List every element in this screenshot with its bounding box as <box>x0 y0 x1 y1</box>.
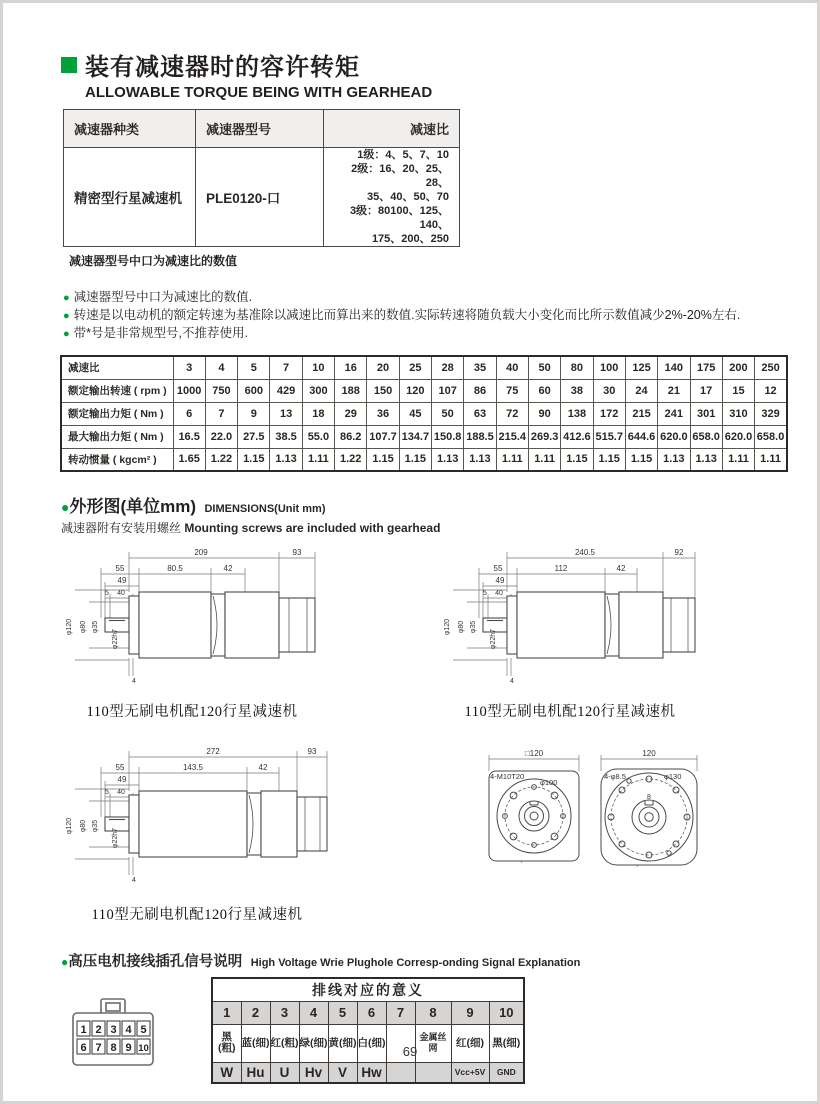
dim-4: 4 <box>132 678 136 685</box>
dimensions-heading-zh: 外形图(单位mm) <box>69 497 197 516</box>
spec-cell: 310 <box>722 402 754 425</box>
spec-cell: 1.15 <box>399 448 431 471</box>
spec-cell: 1.11 <box>755 448 787 471</box>
note-item <box>63 307 783 325</box>
col-header-gearhead-type: 减速器种类 <box>64 110 196 148</box>
spec-cell: 1000 <box>173 379 205 402</box>
spec-cell: 120 <box>399 379 431 402</box>
dimensions-heading-en: DIMENSIONS(Unit mm) <box>204 503 326 515</box>
page-number: 69 <box>402 1044 418 1059</box>
spec-cell: 1.13 <box>464 448 496 471</box>
spec-cell: 515.7 <box>593 425 625 448</box>
spec-cell: 13 <box>270 402 302 425</box>
signal-name: W <box>212 1062 241 1083</box>
spec-cell: 1.11 <box>528 448 560 471</box>
spec-cell: 20 <box>367 356 399 379</box>
pin-number: 4 <box>125 1024 132 1036</box>
spec-cell: 86 <box>464 379 496 402</box>
dim-dia120: φ120 <box>66 618 73 636</box>
green-dot-icon: ● <box>61 499 70 515</box>
dim-40: 40 <box>495 590 503 597</box>
spec-cell: 3 <box>173 356 205 379</box>
pin-number: 1 <box>80 1024 87 1036</box>
spec-cell: 86.2 <box>335 425 367 448</box>
page-title-zh: 装有减速器时的容许转矩 <box>85 54 360 81</box>
wire-color: 黑(细) <box>489 1024 524 1062</box>
flange-hole-label: 4-φ8.5 <box>604 772 626 781</box>
ratio-line: 175、200、250 <box>371 233 449 245</box>
dimensions-heading <box>61 492 783 517</box>
signal-name: Hv <box>299 1062 328 1083</box>
dim-dia120: φ120 <box>66 817 73 835</box>
flange-tap-label: 4-M10T20 <box>490 772 525 781</box>
spec-cell: 125 <box>625 356 657 379</box>
spec-cell: 107 <box>432 379 464 402</box>
side-view-drawing <box>439 544 701 696</box>
col-header-reduction-ratio: 减速比 <box>324 110 460 148</box>
spec-cell: 750 <box>205 379 237 402</box>
spec-cell: 300 <box>302 379 334 402</box>
pin-number: 3 <box>110 1024 117 1036</box>
wire-color: 黄(细) <box>328 1024 357 1062</box>
pin-col: 8 <box>415 1001 451 1024</box>
dim-adapter: 42 <box>223 564 233 573</box>
spec-cell: 329 <box>755 402 787 425</box>
table-footnote: 减速器型号中口为减速比的数值 <box>69 254 238 268</box>
ratio-line: 2级：16、20、25、28、 <box>351 163 449 189</box>
dimensions-subheading <box>61 519 783 536</box>
spec-cell: 72 <box>496 402 528 425</box>
spec-cell: 75 <box>496 379 528 402</box>
green-square-bullet-icon <box>61 57 77 73</box>
dim-rear: 92 <box>674 548 684 557</box>
dimension-drawing-2 <box>439 544 701 721</box>
table-row-ratio <box>61 356 787 379</box>
spec-cell: 7 <box>205 402 237 425</box>
dim-dia35: φ35 <box>92 819 99 833</box>
flange-width-dim: 120 <box>642 749 656 758</box>
spec-cell: 29 <box>335 402 367 425</box>
signal-name: U <box>270 1062 299 1083</box>
wire-color: 绿(细) <box>299 1024 328 1062</box>
signal-name: Hu <box>241 1062 270 1083</box>
spec-cell: 16 <box>335 356 367 379</box>
gearhead-model-value: PLE0120-口 <box>196 148 324 247</box>
dim-adapter: 42 <box>258 763 268 772</box>
wire-color: 红(细) <box>451 1024 489 1062</box>
spec-cell: 1.13 <box>690 448 722 471</box>
drawing-caption: 110型无刷电机配120行星减速机 <box>86 704 298 720</box>
spec-cell: 1.13 <box>270 448 302 471</box>
pin-number: 5 <box>140 1024 147 1036</box>
spec-cell: 12 <box>755 379 787 402</box>
col-header-gearhead-model: 减速器型号 <box>196 110 324 148</box>
signal-heading-zh: 高压电机接线插孔信号说明 <box>68 954 243 970</box>
note-text: 带*号是非常规型号,不推荐使用. <box>73 326 248 340</box>
signal-name: Vcc+5V <box>451 1062 489 1083</box>
page-title-en: ALLOWABLE TORQUE BEING WITH GEARHEAD <box>85 84 433 101</box>
spec-cell: 18 <box>302 402 334 425</box>
spec-cell: 1.11 <box>496 448 528 471</box>
signal-table <box>211 977 525 1084</box>
spec-cell: 412.6 <box>561 425 593 448</box>
ratio-line: 1级：4、5、7、10 <box>357 149 449 161</box>
spec-cell: 1.11 <box>302 448 334 471</box>
spec-cell: 150.8 <box>432 425 464 448</box>
green-dot-icon: ● <box>63 292 70 304</box>
spec-cell: 140 <box>658 356 690 379</box>
spec-cell: 1.22 <box>335 448 367 471</box>
spec-cell: 55.0 <box>302 425 334 448</box>
connector-drawing <box>67 993 159 1084</box>
spec-cell: 200 <box>722 356 754 379</box>
spec-cell: 188 <box>335 379 367 402</box>
pin-number: 7 <box>95 1042 102 1054</box>
flange-views <box>477 745 709 877</box>
spec-cell: 215.4 <box>496 425 528 448</box>
table-row-max-torque <box>61 425 787 448</box>
dimension-drawing-3 <box>61 743 333 924</box>
row-label: 额定输出力矩 ( Nm ) <box>61 402 173 425</box>
wire-color: 黑(粗) <box>212 1024 241 1062</box>
pin-number: 10 <box>138 1043 149 1054</box>
signal-name-row <box>212 1062 524 1083</box>
spec-cell: 100 <box>593 356 625 379</box>
spec-cell: 250 <box>755 356 787 379</box>
signal-heading <box>61 950 783 971</box>
spec-cell: 269.3 <box>528 425 560 448</box>
spec-cell: 188.5 <box>464 425 496 448</box>
pin-number: 9 <box>125 1042 132 1054</box>
dim-dia80: φ80 <box>458 620 465 634</box>
spec-cell: 5 <box>238 356 270 379</box>
flange-circle-label: φ130 <box>664 772 682 781</box>
signal-name: V <box>328 1062 357 1083</box>
spec-cell: 620.0 <box>722 425 754 448</box>
pin-col: 9 <box>451 1001 489 1024</box>
spec-cell: 50 <box>528 356 560 379</box>
dimensions-subheading-zh: 减速器附有安装用螺丝 <box>61 521 182 535</box>
spec-cell: 35 <box>464 356 496 379</box>
dimension-drawing-1 <box>61 544 323 721</box>
pin-col: 3 <box>270 1001 299 1024</box>
flange-pilot-label: φ100 <box>540 778 558 787</box>
pin-number: 2 <box>95 1024 102 1036</box>
table-header-row <box>64 110 460 148</box>
spec-cell: 600 <box>238 379 270 402</box>
row-label: 最大输出力矩 ( Nm ) <box>61 425 173 448</box>
dim-dia35: φ35 <box>470 620 477 634</box>
spec-cell: 50 <box>432 402 464 425</box>
spec-cell: 1.15 <box>561 448 593 471</box>
spec-cell: 1.15 <box>625 448 657 471</box>
dim-49: 49 <box>495 576 505 585</box>
spec-cell: 30 <box>593 379 625 402</box>
dim-rear: 93 <box>292 548 302 557</box>
spec-cell: 429 <box>270 379 302 402</box>
spec-cell: 134.7 <box>399 425 431 448</box>
dim-49: 49 <box>117 576 127 585</box>
spec-cell: 1.11 <box>722 448 754 471</box>
dim-mid: 80.5 <box>167 564 183 573</box>
signal-name <box>415 1062 451 1083</box>
spec-cell: 10 <box>302 356 334 379</box>
wire-color: 金属丝网 <box>415 1024 451 1062</box>
dim-front: 55 <box>115 763 125 772</box>
dim-total: 209 <box>194 548 208 557</box>
wire-color: 蓝(细) <box>241 1024 270 1062</box>
signal-heading-en: High Voltage Wrie Plughole Corresp-onding Signal Explanation <box>250 957 581 969</box>
dim-adapter: 42 <box>616 564 626 573</box>
pin-number: 6 <box>80 1042 87 1054</box>
row-label: 额定输出转速 ( rpm ) <box>61 379 173 402</box>
dim-shaft-dia: φ22h7 <box>112 628 119 650</box>
pin-number: 8 <box>110 1042 117 1054</box>
dim-mid: 143.5 <box>182 763 204 772</box>
spec-cell: 620.0 <box>658 425 690 448</box>
spec-cell: 22.0 <box>205 425 237 448</box>
signal-name: Hw <box>357 1062 386 1083</box>
dim-front: 55 <box>493 564 503 573</box>
note-item <box>63 325 783 343</box>
flange-square-dim: □120 <box>524 749 544 758</box>
dim-dia80: φ80 <box>80 620 87 634</box>
spec-cell: 16.5 <box>173 425 205 448</box>
spec-cell: 1.15 <box>367 448 399 471</box>
spec-cell: 658.0 <box>690 425 722 448</box>
dim-mid: 112 <box>554 564 568 573</box>
green-dot-icon: ● <box>61 955 69 969</box>
torque-spec-table <box>60 355 788 472</box>
signal-pin-number-row <box>212 1001 524 1024</box>
pin-col: 4 <box>299 1001 328 1024</box>
spec-cell: 25 <box>399 356 431 379</box>
dim-5: 5 <box>105 590 109 597</box>
pin-col: 6 <box>357 1001 386 1024</box>
spec-cell: 7 <box>270 356 302 379</box>
spec-cell: 1.15 <box>238 448 270 471</box>
table-row <box>64 148 460 247</box>
dimensions-subheading-en: Mounting screws are included with gearhead <box>184 521 441 535</box>
dim-5: 5 <box>483 590 487 597</box>
spec-cell: 138 <box>561 402 593 425</box>
notes-list <box>63 289 783 343</box>
pin-col: 7 <box>386 1001 415 1024</box>
dim-dia120: φ120 <box>444 618 451 636</box>
wire-color: 红(粗) <box>270 1024 299 1062</box>
spec-cell: 40 <box>496 356 528 379</box>
dim-4: 4 <box>510 678 514 685</box>
dim-total: 240.5 <box>574 548 596 557</box>
drawing-caption: 110型无刷电机配120行星减速机 <box>91 907 303 923</box>
spec-cell: 27.5 <box>238 425 270 448</box>
spec-cell: 1.65 <box>173 448 205 471</box>
wire-color: 白(细) <box>357 1024 386 1062</box>
signal-name <box>386 1062 415 1083</box>
flange-key-dim: 8 <box>647 794 651 801</box>
spec-cell: 4 <box>205 356 237 379</box>
spec-cell: 21 <box>658 379 690 402</box>
table-row-inertia <box>61 448 787 471</box>
spec-cell: 60 <box>528 379 560 402</box>
dim-40: 40 <box>117 590 125 597</box>
signal-table-title: 排线对应的意义 <box>212 978 524 1001</box>
table-row-rated-torque <box>61 402 787 425</box>
dim-shaft-dia: φ22h7 <box>112 827 119 849</box>
signal-name: GND <box>489 1062 524 1083</box>
dim-dia80: φ80 <box>80 819 87 833</box>
row-label: 转动惯量 ( kgcm² ) <box>61 448 173 471</box>
spec-cell: 150 <box>367 379 399 402</box>
dim-5: 5 <box>105 789 109 796</box>
table-row-rated-speed <box>61 379 787 402</box>
signal-table-title-row <box>212 978 524 1001</box>
spec-cell: 658.0 <box>755 425 787 448</box>
spec-cell: 45 <box>399 402 431 425</box>
dim-total: 272 <box>206 747 220 756</box>
green-dot-icon: ● <box>63 328 70 340</box>
spec-cell: 28 <box>432 356 464 379</box>
ratio-line: 3级：80100、125、140、 <box>349 205 449 231</box>
green-dot-icon: ● <box>63 310 70 322</box>
note-text: 转速是以电动机的额定转速为基准除以减速比而算出来的数值.实际转速将随负载大小变化而比所示数值减少2%-20%左右. <box>73 308 741 322</box>
spec-cell: 301 <box>690 402 722 425</box>
spec-cell: 24 <box>625 379 657 402</box>
drawing-caption: 110型无刷电机配120行星减速机 <box>464 704 676 720</box>
row-label: 减速比 <box>61 356 173 379</box>
spec-cell: 90 <box>528 402 560 425</box>
dim-shaft-dia: φ22h7 <box>490 628 497 650</box>
gearhead-type-table <box>63 109 460 247</box>
spec-cell: 63 <box>464 402 496 425</box>
spec-cell: 80 <box>561 356 593 379</box>
spec-cell: 107.7 <box>367 425 399 448</box>
spec-cell: 175 <box>690 356 722 379</box>
dim-dia35: φ35 <box>92 620 99 634</box>
page-header <box>61 47 783 101</box>
pin-col: 2 <box>241 1001 270 1024</box>
pin-col: 1 <box>212 1001 241 1024</box>
dim-40: 40 <box>117 789 125 796</box>
note-item <box>63 289 783 307</box>
flange-view-drawing <box>477 745 709 877</box>
dim-4: 4 <box>132 877 136 884</box>
plug-connector-icon <box>67 993 159 1071</box>
spec-cell: 1.13 <box>432 448 464 471</box>
spec-cell: 1.15 <box>593 448 625 471</box>
side-view-drawing <box>61 544 323 696</box>
spec-cell: 38 <box>561 379 593 402</box>
spec-cell: 644.6 <box>625 425 657 448</box>
note-text: 减速器型号中口为减速比的数值. <box>73 290 253 304</box>
spec-cell: 36 <box>367 402 399 425</box>
pin-col: 5 <box>328 1001 357 1024</box>
spec-cell: 15 <box>722 379 754 402</box>
spec-cell: 38.5 <box>270 425 302 448</box>
spec-cell: 215 <box>625 402 657 425</box>
ratio-line: 35、40、50、70 <box>367 191 449 203</box>
spec-cell: 172 <box>593 402 625 425</box>
spec-cell: 1.13 <box>658 448 690 471</box>
spec-cell: 6 <box>173 402 205 425</box>
dim-front: 55 <box>115 564 125 573</box>
spec-cell: 9 <box>238 402 270 425</box>
dim-rear: 93 <box>307 747 317 756</box>
reduction-ratio-value <box>324 148 460 247</box>
pin-col: 10 <box>489 1001 524 1024</box>
side-view-drawing <box>61 743 333 899</box>
spec-cell: 241 <box>658 402 690 425</box>
gearhead-type-value: 精密型行星减速机 <box>64 148 196 247</box>
spec-cell: 17 <box>690 379 722 402</box>
spec-cell: 1.22 <box>205 448 237 471</box>
dim-49: 49 <box>117 775 127 784</box>
